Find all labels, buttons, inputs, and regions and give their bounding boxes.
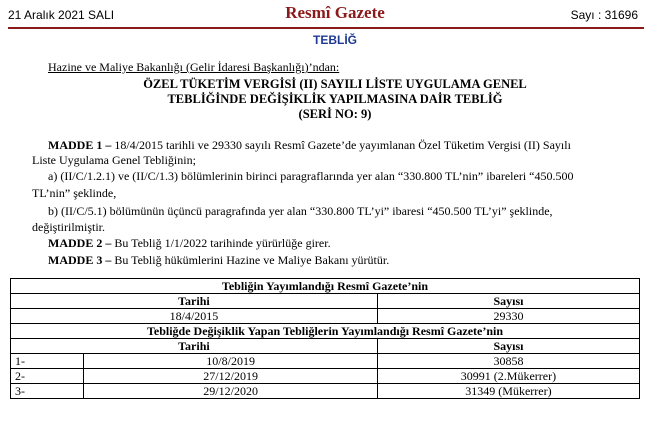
column-header-date: Tarihi xyxy=(11,294,378,309)
document-title-line-2: TEBLİĞİNDE DEĞİŞİKLİK YAPILMASINA DAİR TEBLİĞ xyxy=(167,92,503,106)
gazette-title: Resmî Gazete xyxy=(285,3,385,22)
article-2 xyxy=(48,236,331,251)
row-index-cell: 1- xyxy=(11,354,84,369)
row-index-cell: 2- xyxy=(11,369,84,384)
table-heading-amendments: Tebliğde Değişiklik Yapan Tebliğlerin Yayımlandığı Resmî Gazete’nin xyxy=(11,324,640,339)
issuing-authority: Hazine ve Maliye Bakanlığı (Gelir İdaresi Başkanlığı)’ndan: xyxy=(48,60,340,74)
publication-reference-table xyxy=(10,278,640,399)
document-title-line-3: (SERİ NO: 9) xyxy=(298,107,372,121)
document-title-line-1: ÖZEL TÜKETİM VERGİSİ (II) SAYILI LİSTE UYGULAMA GENEL xyxy=(143,77,527,91)
table-row xyxy=(11,279,640,294)
gazette-header xyxy=(0,0,670,30)
original-date-cell: 18/4/2015 xyxy=(11,309,378,324)
clause-b-line-1: b) (II/C/5.1) bölümünün üçüncü paragrafında yer alan “330.800 TL’yi” ibaresi “450.500 TL’yi” şeklinde, xyxy=(48,204,553,218)
table-heading-original: Tebliğin Yayımlandığı Resmî Gazete’nin xyxy=(11,279,640,294)
row-number-cell: 31349 (Mükerrer) xyxy=(377,384,639,399)
clause-b-line-2: değiştirilmiştir. xyxy=(32,220,106,234)
article-2-text: Bu Tebliğ 1/1/2022 tarihinde yürürlüğe girer. xyxy=(111,236,331,250)
article-1-text: 18/4/2015 tarihli ve 29330 sayılı Resmî Gazete’de yayımlanan Özel Tüketim Vergisi (II) Sayılı xyxy=(111,138,571,152)
table-row xyxy=(11,294,640,309)
row-number-cell: 30858 xyxy=(377,354,639,369)
article-1-continuation: Liste Uygulama Genel Tebliğinin; xyxy=(32,153,196,167)
row-date-cell: 29/12/2020 xyxy=(84,384,378,399)
table-row xyxy=(11,369,640,384)
clause-a-line-2: TL’nin” şeklinde, xyxy=(32,186,117,200)
article-1-label: MADDE 1 – xyxy=(48,138,112,152)
article-1 xyxy=(48,138,571,153)
table-row xyxy=(11,339,640,354)
table-row xyxy=(11,309,640,324)
column-header-number: Sayısı xyxy=(377,294,639,309)
article-2-label: MADDE 2 – xyxy=(48,236,112,250)
issue-number: Sayı : 31696 xyxy=(570,8,638,22)
section-heading: TEBLİĞ xyxy=(313,33,357,47)
row-number-cell: 30991 (2.Mükerrer) xyxy=(377,369,639,384)
article-3-label: MADDE 3 – xyxy=(48,253,112,267)
row-index-cell: 3- xyxy=(11,384,84,399)
column-header-number-2: Sayısı xyxy=(377,339,639,354)
column-header-date-2: Tarihi xyxy=(11,339,378,354)
row-date-cell: 10/8/2019 xyxy=(84,354,378,369)
original-number-cell: 29330 xyxy=(377,309,639,324)
row-date-cell: 27/12/2019 xyxy=(84,369,378,384)
issue-date: 21 Aralık 2021 SALI xyxy=(8,8,115,22)
table-row xyxy=(11,324,640,339)
table-row xyxy=(11,384,640,399)
header-divider xyxy=(8,27,644,29)
article-3-text: Bu Tebliğ hükümlerini Hazine ve Maliye Bakanı yürütür. xyxy=(111,253,390,267)
clause-a-line-1: a) (II/C/1.2.1) ve (II/C/1.3) bölümlerinin birinci paragraflarında yer alan “330.800 TL’nin” ibareleri “450.500 xyxy=(48,169,574,183)
document-title xyxy=(0,77,670,122)
table-row xyxy=(11,354,640,369)
article-3 xyxy=(48,253,389,268)
